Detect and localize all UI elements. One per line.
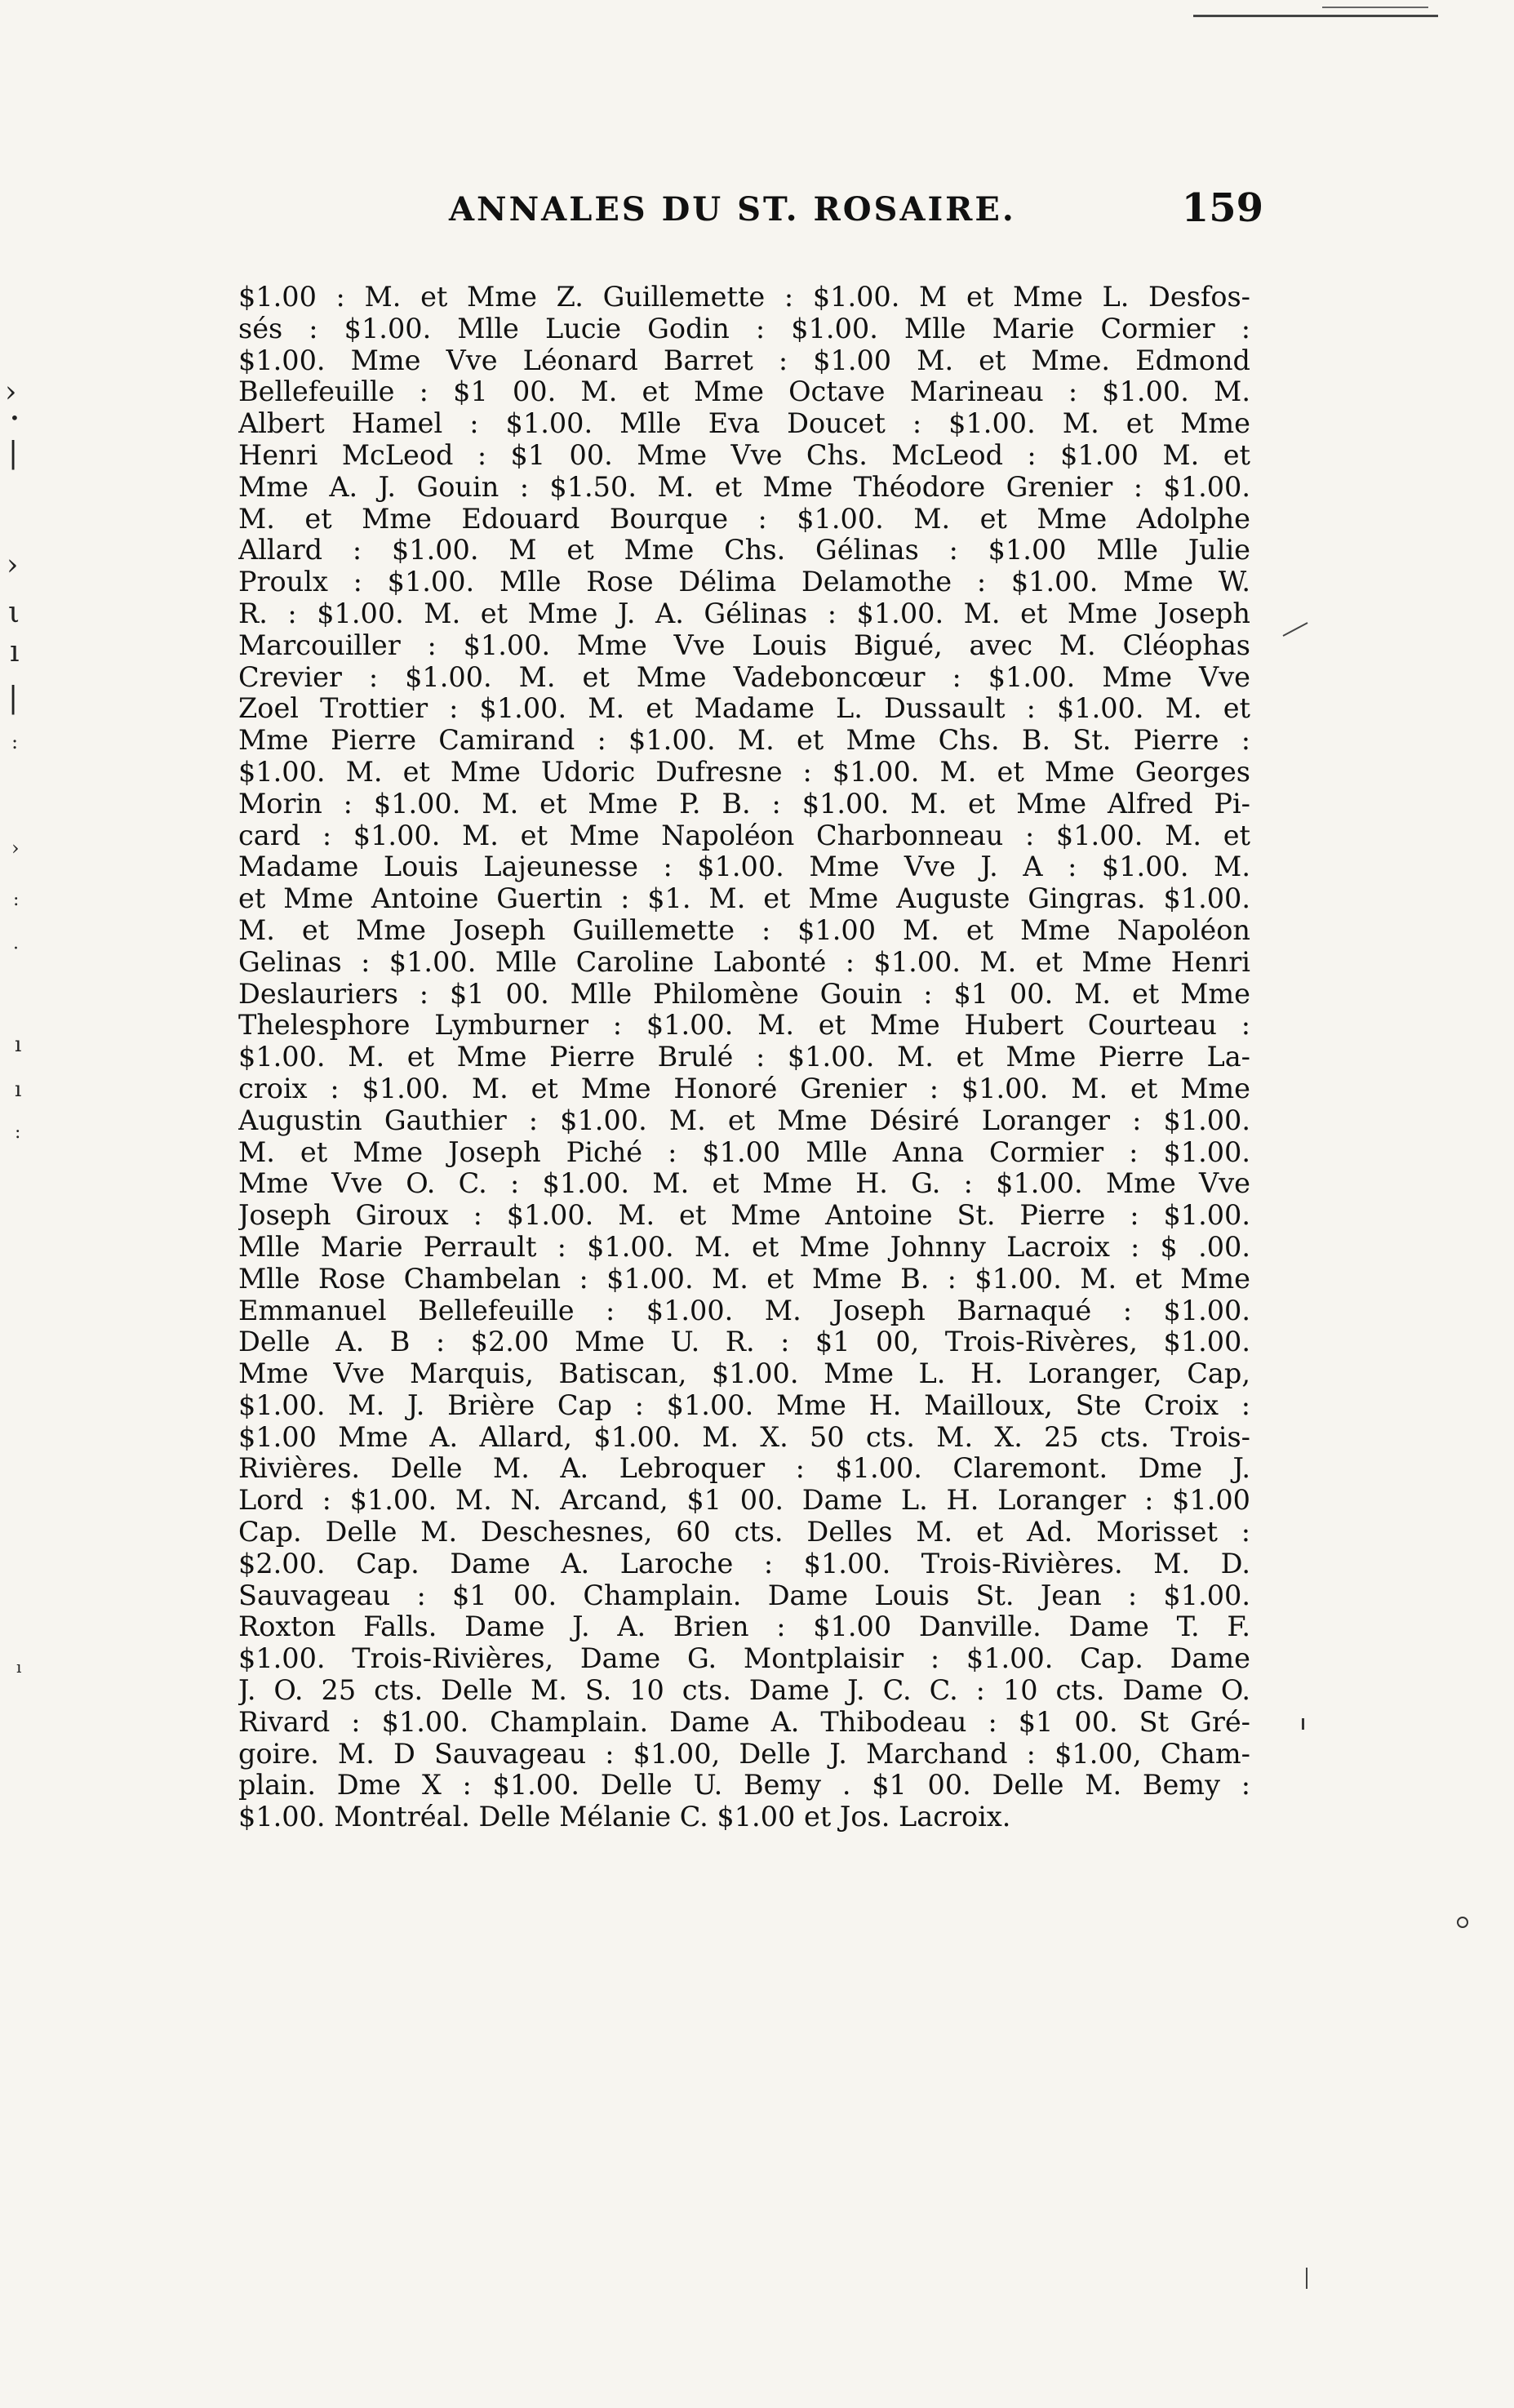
text-line: sés : $1.00. Mlle Lucie Godin : $1.00. Mlle Marie Cormier : xyxy=(238,313,1250,344)
text-line: Mme Pierre Camirand : $1.00. M. et Mme Chs. B. St. Pierre : xyxy=(238,725,1250,757)
text-line: Rivières. Delle M. A. Lebroquer : $1.00. Claremont. Dme J. xyxy=(238,1453,1250,1485)
text-line: Albert Hamel : $1.00. Mlle Eva Doucet : $1.00. M. et Mme xyxy=(238,408,1250,440)
text-line: Mme Vve O. C. : $1.00. M. et Mme H. G. : $1.00. Mme Vve xyxy=(238,1168,1250,1200)
text-line: $1.00 : M. et Mme Z. Guillemette : $1.00. M et Mme L. Desfos- xyxy=(238,282,1250,313)
margin-mark: : xyxy=(11,731,19,753)
text-line: Mlle Marie Perrault : $1.00. M. et Mme Johnny Lacroix : $ .00. xyxy=(238,1231,1250,1263)
text-line: $1.00. Trois-Rivières, Dame G. Montplaisir : $1.00. Cap. Dame xyxy=(238,1643,1250,1675)
text-line: Thelesphore Lymburner : $1.00. M. et Mme Hubert Courteau : xyxy=(238,1010,1250,1042)
text-line: Sauvageau : $1 00. Champlain. Dame Louis St. Jean : $1.00. xyxy=(238,1579,1250,1611)
text-line: $1.00. M. et Mme Udoric Dufresne : $1.00. M. et Mme Georges xyxy=(238,756,1250,788)
margin-mark: | xyxy=(8,682,19,715)
text-line: Mme A. J. Gouin : $1.50. M. et Mme Théodore Grenier : $1.00. xyxy=(238,471,1250,503)
text-line: Mlle Rose Chambelan : $1.00. M. et Mme B. : $1.00. M. et Mme xyxy=(238,1263,1250,1295)
running-title: ANNALES DU ST. ROSAIRE. xyxy=(449,190,1016,229)
margin-mark: ı xyxy=(10,635,20,669)
text-line: Gelinas : $1.00. Mlle Caroline Labonté : $1.00. M. et Mme Henri xyxy=(238,946,1250,978)
bottom-margin-tick xyxy=(1306,2268,1308,2289)
text-line: Roxton Falls. Dame J. A. Brien : $1.00 Danville. Dame T. F. xyxy=(238,1611,1250,1643)
text-line: Zoel Trottier : $1.00. M. et Madame L. Dussault : $1.00. M. et xyxy=(238,693,1250,725)
text-line: J. O. 25 cts. Delle M. S. 10 cts. Dame J. C. C. : 10 cts. Dame O. xyxy=(238,1675,1250,1707)
text-line: $1.00. M. J. Brière Cap : $1.00. Mme H. Mailloux, Ste Croix : xyxy=(238,1389,1250,1421)
text-line: $1.00. Montréal. Delle Mélanie C. $1.00 et Jos. Lacroix. xyxy=(238,1802,1011,1833)
text-line: croix : $1.00. M. et Mme Honoré Grenier : $1.00. M. et Mme xyxy=(238,1073,1250,1104)
text-line: Henri McLeod : $1 00. Mme Vve Chs. McLeod : $1.00 M. et xyxy=(238,439,1250,471)
margin-mark: ı xyxy=(16,1657,22,1677)
text-line: M. et Mme Edouard Bourque : $1.00. M. et Mme Adolphe xyxy=(238,503,1250,535)
margin-mark: ı xyxy=(15,1077,22,1102)
top-edge-rule-short xyxy=(1322,7,1428,8)
text-line: Allard : $1.00. M et Mme Chs. Gélinas : $1.00 Mlle Julie xyxy=(238,535,1250,566)
text-line: plain. Dme X : $1.00. Delle U. Bemy . $1 00. Delle M. Bemy : xyxy=(238,1770,1250,1802)
text-line: Joseph Giroux : $1.00. M. et Mme Antoine St. Pierre : $1.00. xyxy=(238,1200,1250,1232)
text-line: Augustin Gauthier : $1.00. M. et Mme Désiré Loranger : $1.00. xyxy=(238,1104,1250,1136)
text-line: Crevier : $1.00. M. et Mme Vadeboncœur : $1.00. Mme Vve xyxy=(238,661,1250,693)
text-line: Emmanuel Bellefeuille : $1.00. M. Joseph Barnaqué : $1.00. xyxy=(238,1295,1250,1326)
body-text xyxy=(238,282,1250,1833)
text-line: Cap. Delle M. Deschesnes, 60 cts. Delles M. et Ad. Morisset : xyxy=(238,1517,1250,1548)
text-line: goire. M. D Sauvageau : $1.00, Delle J. Marchand : $1.00, Cham- xyxy=(238,1738,1250,1770)
right-margin-dot xyxy=(1457,1917,1468,1928)
margin-mark: ı xyxy=(15,1033,22,1057)
margin-mark: : xyxy=(13,890,20,910)
margin-mark: › xyxy=(7,549,19,582)
margin-mark: › xyxy=(5,375,17,409)
text-line: Deslauriers : $1 00. Mlle Philomène Gouin : $1 00. M. et Mme xyxy=(238,978,1250,1010)
text-line: Marcouiller : $1.00. Mme Vve Louis Bigué, avec M. Cléophas xyxy=(238,629,1250,661)
text-line: $1.00 Mme A. Allard, $1.00. M. X. 50 cts. M. X. 25 cts. Trois- xyxy=(238,1421,1250,1453)
top-edge-rule xyxy=(1193,15,1438,17)
page-number: 159 xyxy=(1181,185,1263,231)
margin-mark: › xyxy=(11,837,20,860)
margin-mark: : xyxy=(15,1122,21,1143)
text-line: Rivard : $1.00. Champlain. Dame A. Thibodeau : $1 00. St Gré- xyxy=(238,1706,1250,1738)
text-line: Mme Vve Marquis, Batiscan, $1.00. Mme L. H. Loranger, Cap, xyxy=(238,1358,1250,1390)
text-line: Bellefeuille : $1 00. M. et Mme Octave Marineau : $1.00. M. xyxy=(238,376,1250,408)
text-line: Lord : $1.00. M. N. Arcand, $1 00. Dame L. H. Loranger : $1.00 xyxy=(238,1485,1250,1517)
margin-mark: ι xyxy=(8,596,20,629)
page-header xyxy=(424,184,1281,241)
text-line: $1.00. M. et Mme Pierre Brulé : $1.00. M. et Mme Pierre La- xyxy=(238,1042,1250,1073)
text-line: Delle A. B : $2.00 Mme U. R. : $1 00, Trois-Rivères, $1.00. xyxy=(238,1326,1250,1358)
text-line: M. et Mme Joseph Guillemette : $1.00 M. et Mme Napoléon xyxy=(238,914,1250,946)
text-line: M. et Mme Joseph Piché : $1.00 Mlle Anna Cormier : $1.00. xyxy=(238,1136,1250,1168)
text-line: Madame Louis Lajeunesse : $1.00. Mme Vve J. A : $1.00. M. xyxy=(238,851,1250,883)
right-margin-mark xyxy=(1283,622,1308,637)
right-margin-tick xyxy=(1302,1718,1304,1730)
text-line: $1.00. Mme Vve Léonard Barret : $1.00 M. et Mme. Edmond xyxy=(238,344,1250,376)
text-line: Proulx : $1.00. Mlle Rose Délima Delamothe : $1.00. Mme W. xyxy=(238,566,1250,598)
text-line: Morin : $1.00. M. et Mme P. B. : $1.00. M. et Mme Alfred Pi- xyxy=(238,788,1250,820)
text-line: R. : $1.00. M. et Mme J. A. Gélinas : $1.00. M. et Mme Joseph xyxy=(238,598,1250,629)
margin-mark: · xyxy=(13,939,19,959)
margin-mark: • xyxy=(10,408,20,428)
text-line: card : $1.00. M. et Mme Napoléon Charbonneau : $1.00. M. et xyxy=(238,820,1250,851)
left-margin-bleed-marks xyxy=(0,0,98,2408)
text-line: et Mme Antoine Guertin : $1. M. et Mme Auguste Gingras. $1.00. xyxy=(238,883,1250,915)
text-line: $2.00. Cap. Dame A. Laroche : $1.00. Trois-Rivières. M. D. xyxy=(238,1548,1250,1579)
margin-mark: | xyxy=(8,437,19,470)
